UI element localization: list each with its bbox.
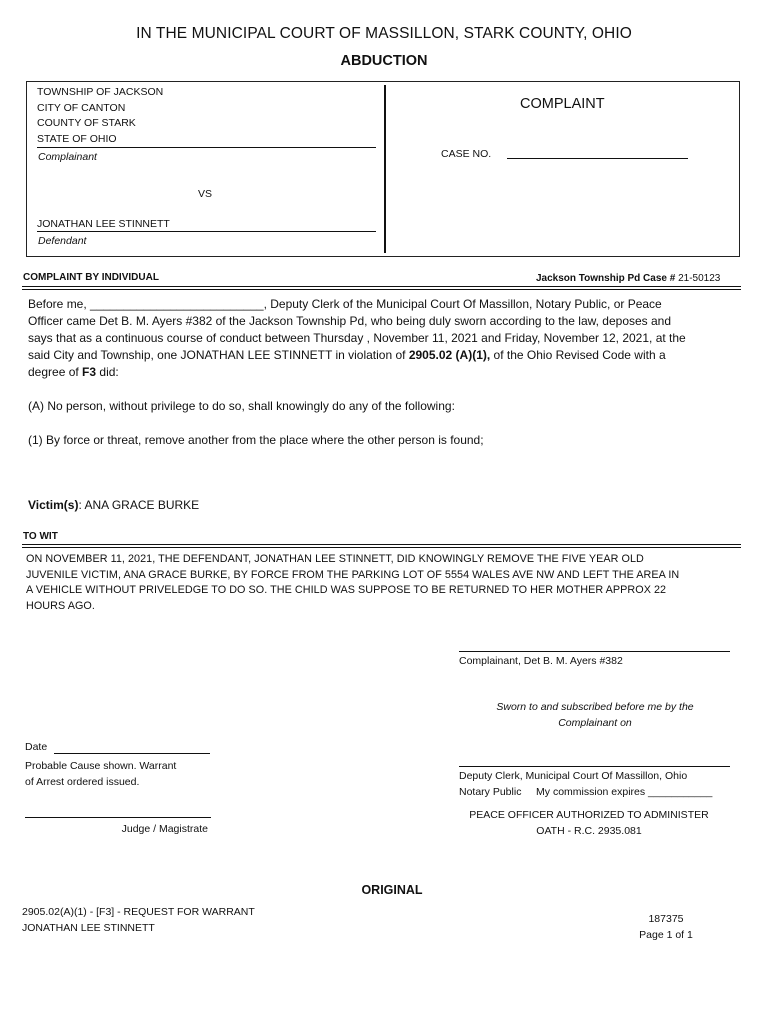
statement-text: did: xyxy=(96,365,119,379)
probable-cause xyxy=(25,759,176,790)
defendant-rule xyxy=(37,231,376,232)
complaint-heading: COMPLAINT xyxy=(520,96,605,112)
caption-divider xyxy=(384,85,386,253)
peace-officer-block xyxy=(455,808,723,839)
to-wit-rule-bottom xyxy=(22,547,741,548)
agency-case-value: 21-50123 xyxy=(678,273,721,284)
complainant-signature-line[interactable] xyxy=(459,651,730,652)
complainant-line: COUNTY OF STARK xyxy=(37,117,136,129)
probable-cause-line-2: of Arrest ordered issued. xyxy=(25,775,140,788)
statute-code: 2905.02 (A)(1), xyxy=(408,348,491,362)
victim-label: Victim(s) xyxy=(28,498,79,512)
versus-label: VS xyxy=(198,188,213,200)
statute-clause-1: (1) By force or threat, remove another from the place where the other person is found; xyxy=(28,433,484,447)
complainant-parties xyxy=(37,85,163,147)
complainant-line: CITY OF CANTON xyxy=(37,101,126,114)
sworn-line-1: Sworn to and subscribed before me by the xyxy=(496,701,694,713)
court-name: IN THE MUNICIPAL COURT OF MASSILLON, STARK COUNTY, OHIO xyxy=(136,25,632,42)
case-no-field[interactable] xyxy=(507,158,688,159)
section-rule-bottom xyxy=(22,289,741,290)
agency-case-label: Jackson Township Pd Case # xyxy=(536,273,676,284)
deputy-clerk-signature-line[interactable] xyxy=(459,766,730,767)
sworn-statement xyxy=(466,700,724,731)
statute-clause-a: (A) No person, without privilege to do so, shall knowingly do any of the following: xyxy=(28,399,455,413)
page-number: Page 1 of 1 xyxy=(639,928,693,941)
complaint-by-individual: COMPLAINT BY INDIVIDUAL xyxy=(23,272,159,283)
peace-officer-line-1: PEACE OFFICER AUTHORIZED TO ADMINISTER xyxy=(469,809,709,821)
victim-name: : ANA GRACE BURKE xyxy=(78,498,200,512)
statement-text: of the Ohio Revised Code with a degree of xyxy=(28,348,666,379)
footer-defendant-line: JONATHAN LEE STINNETT xyxy=(22,921,155,934)
statement-text: , Deputy Clerk of the Municipal Court Of Massillon, Notary Public, or Peace Officer came Det B. M. Ayers #382 of the Jackson Township Pd, who being duly sworn according to the law, deposes and says that as a continuous course of conduct between Thursday , November 11, 2021 and Friday, November 12, 2021, at the said City and Township, one JONATHAN LEE STINNETT in violation of xyxy=(28,297,686,362)
defendant-label: Defendant xyxy=(38,235,87,247)
footer-right xyxy=(596,912,736,943)
to-wit-rule-top xyxy=(22,544,741,545)
defendant-name: JONATHAN LEE STINNETT xyxy=(37,218,170,230)
peace-officer-line-2: OATH - R.C. 2935.081 xyxy=(536,824,642,837)
probable-cause-line-1: Probable Cause shown. Warrant xyxy=(25,760,177,772)
section-rule-top xyxy=(22,286,741,287)
deputy-clerk-label: Deputy Clerk, Municipal Court Of Massillon, Ohio xyxy=(459,770,688,782)
complainant-line: TOWNSHIP OF JACKSON xyxy=(37,86,164,98)
original-label: ORIGINAL xyxy=(361,883,423,897)
notary-commission-label: Notary Public My commission expires ___________ xyxy=(459,785,713,798)
complaint-statement xyxy=(28,296,696,381)
date-label: Date xyxy=(25,741,48,753)
deputy-clerk-blank: __________________________ xyxy=(90,297,264,311)
complainant-label: Complainant xyxy=(38,151,97,163)
judge-magistrate-label: Judge / Magistrate xyxy=(121,823,208,835)
offense-degree: F3 xyxy=(82,365,97,379)
victim-line xyxy=(28,497,199,514)
statement-text: Before me, xyxy=(28,297,91,311)
complainant-signature-label: Complainant, Det B. M. Ayers #382 xyxy=(459,655,623,667)
document-title: ABDUCTION xyxy=(340,53,428,69)
complainant-rule xyxy=(37,147,376,148)
agency-case-number xyxy=(536,273,720,284)
sworn-line-2: Complainant on xyxy=(558,716,632,729)
judge-signature-line[interactable] xyxy=(25,817,211,818)
footer-charge-line: 2905.02(A)(1) - [F3] - REQUEST FOR WARRANT xyxy=(22,906,255,918)
to-wit-narrative: ON NOVEMBER 11, 2021, THE DEFENDANT, JONATHAN LEE STINNETT, DID KNOWINGLY REMOVE THE FIVE YEAR OLD JUVENILE VICTIM, ANA GRACE BURKE, BY FORCE FROM THE PARKING LOT OF 5554 WALES AVE NW AND LEFT THE AREA IN A VEHICLE WITHOUT PRIVELEDGE TO DO SO. THE CHILD WAS SUPPOSE TO BE RETURNED TO HER MOTHER APPROX 22 HOURS AGO. xyxy=(26,553,680,612)
to-wit-label: TO WIT xyxy=(23,531,58,542)
document-number: 187375 xyxy=(648,913,684,925)
deputy-clerk-block xyxy=(459,769,712,800)
date-field[interactable] xyxy=(54,753,210,754)
footer-charge-summary xyxy=(22,905,255,936)
case-no-label: CASE NO. xyxy=(441,148,492,160)
complainant-line: STATE OF OHIO xyxy=(37,132,117,145)
